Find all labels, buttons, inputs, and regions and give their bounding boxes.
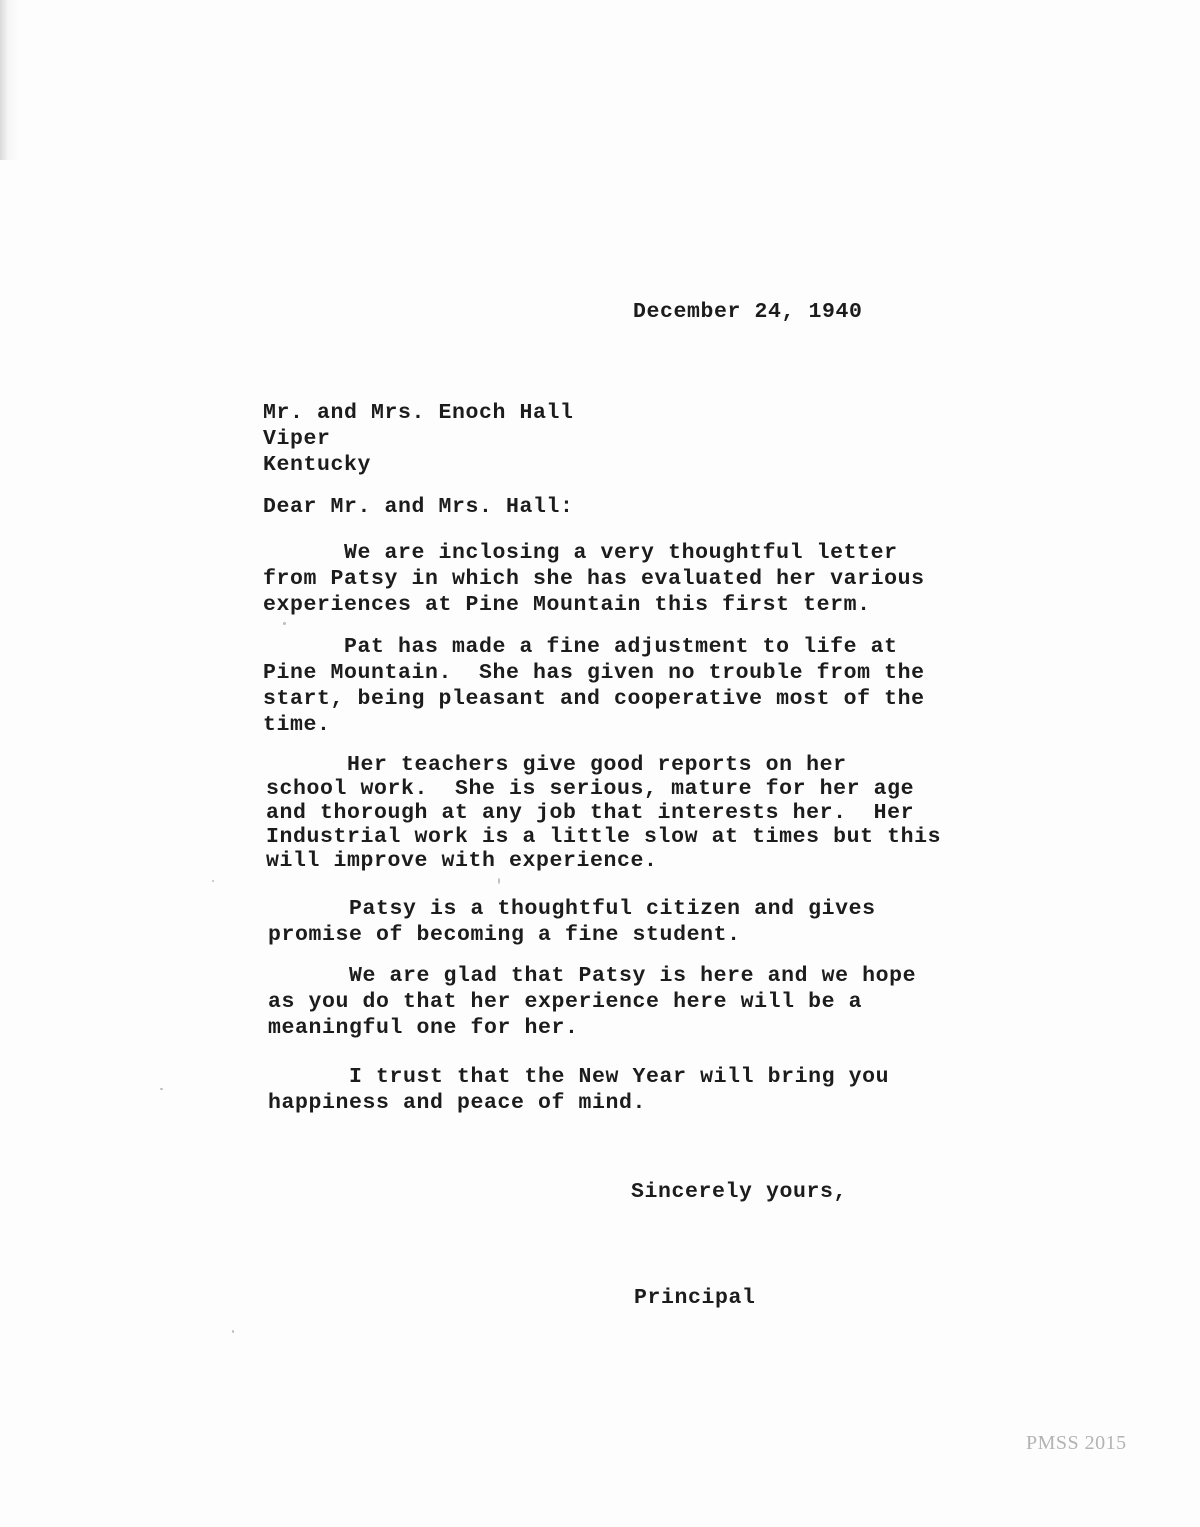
paragraph-line: school work. She is serious, mature for her age (266, 777, 915, 801)
paragraph-line: We are inclosing a very thoughtful letter (263, 541, 898, 565)
paper-speck (160, 1088, 163, 1090)
signature-title: Principal (634, 1286, 756, 1310)
body-paragraph (263, 634, 925, 738)
archive-stamp: PMSS 2015 (1026, 1432, 1127, 1454)
address-line: Kentucky (263, 453, 372, 477)
paragraph-line: will improve with experience. (266, 849, 658, 873)
paragraph-line: Industrial work is a little slow at times but this (266, 825, 942, 849)
paragraph-line: Pat has made a fine adjustment to life at (263, 635, 898, 659)
paragraph-line: and thorough at any job that interests her. Her (266, 801, 915, 825)
paragraph-line: Pine Mountain. She has given no trouble from the (263, 661, 925, 685)
complimentary-closing: Sincerely yours, (631, 1180, 848, 1204)
paragraph-line: Patsy is a thoughtful citizen and gives (268, 897, 876, 921)
paragraph-line: as you do that her experience here will be a (268, 990, 863, 1014)
paragraph-line: promise of becoming a fine student. (268, 923, 741, 947)
body-paragraph (266, 753, 941, 873)
paragraph-line: start, being pleasant and cooperative most of the (263, 687, 925, 711)
paragraph-line: meaningful one for her. (268, 1016, 579, 1040)
paper-speck (498, 878, 500, 884)
recipient-address (263, 400, 574, 478)
address-line: Viper (263, 427, 331, 451)
paper-speck (283, 622, 286, 625)
letter-date: December 24, 1940 (633, 300, 863, 324)
paragraph-line: Her teachers give good reports on her (266, 753, 847, 777)
address-line: Mr. and Mrs. Enoch Hall (263, 401, 574, 425)
paragraph-line: I trust that the New Year will bring you (268, 1065, 890, 1089)
paragraph-line: from Patsy in which she has evaluated her various (263, 567, 925, 591)
body-paragraph (268, 896, 876, 948)
body-paragraph (268, 963, 916, 1041)
paper-speck (212, 880, 214, 882)
paragraph-line: experiences at Pine Mountain this first term. (263, 593, 871, 617)
paper-speck (232, 1330, 234, 1333)
body-paragraph (268, 1064, 889, 1116)
paragraph-line: time. (263, 713, 331, 737)
salutation: Dear Mr. and Mrs. Hall: (263, 495, 574, 519)
paragraph-line: happiness and peace of mind. (268, 1091, 647, 1115)
body-paragraph (263, 540, 925, 618)
page-edge-shadow (0, 0, 20, 160)
paragraph-line: We are glad that Patsy is here and we hope (268, 964, 917, 988)
